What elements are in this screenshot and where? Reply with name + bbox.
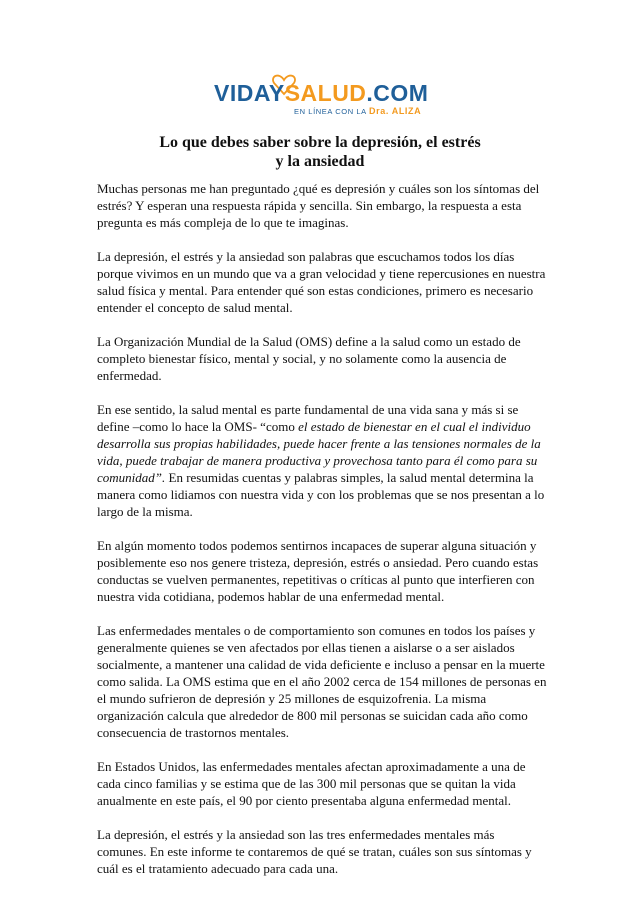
site-logo [210,72,430,122]
logo-text-salud: SALUD [284,80,367,106]
logo-tagline-name: Dra. ALIZA [369,106,422,116]
paragraph-4-quote: el estado de bienestar en el cual el individuo desarrolla sus propias habilidades, puede hacer frente a las tensiones normales de la vida, puede trabajar de manera productiva y provechosa tanto para él como para su comunidad”. [97,419,541,485]
logo-text-com: .COM [366,80,429,106]
paragraph-7: En Estados Unidos, las enfermedades mentales afectan aproximadamente a una de cada cinco familias y se estima que de las 300 mil personas que se quitan la vida anualmente en este país, el 90 por ciento presentaba alguna enfermedad mental. [97,759,526,808]
document-title [120,133,520,171]
paragraph-2: La depresión, el estrés y la ansiedad son palabras que escuchamos todos los días porque vivimos en un mundo que va a gran velocidad y tiene repercusiones en nuestra salud física y mental. Para entender qué son estas condiciones, primero es necesario entender el concepto de salud mental. [97,249,546,315]
title-line-1: Lo que debes saber sobre la depresión, el estrés [159,134,481,151]
title-line-2: y la ansiedad [275,153,365,170]
paragraph-3: La Organización Mundial de la Salud (OMS) define a la salud como un estado de completo bienestar físico, mental y social, y no solamente como la ausencia de enfermedad. [97,334,521,383]
paragraph-8: La depresión, el estrés y la ansiedad son las tres enfermedades mentales más comunes. En este informe te contaremos de qué se tratan, cuáles son sus síntomas y cuál es el tratamiento adecuado para cada una. [97,827,532,876]
paragraph-1: Muchas personas me han preguntado ¿qué es depresión y cuáles son los síntomas del estrés? Y esperan una respuesta rápida y sencilla. Sin embargo, la respuesta a esta pregunta es más compleja de lo que te imaginas. [97,181,540,230]
logo-tagline-text: EN LÍNEA CON LA [294,107,367,116]
logo-wordmark [214,82,428,105]
paragraph-6: Las enfermedades mentales o de comportamiento son comunes en todos los países y generalmente quienes se ven afectados por ellas tienen a aislarse o a ser aislados socialmente, a mantener una calidad de vida deficiente e incluso a pensar en la muerte como salida. La OMS estima que en el año 2002 cerca de 154 millones de personas en el mundo sufrieron de depresión y 25 millones de esquizofrenia. La misma organización calcula que alrededor de 800 mil personas se suicidan cada año como consecuencia de trastornos mentales. [97,623,547,740]
paragraph-4-intro: En ese sentido, la salud mental es parte fundamental de una vida sana y más si se define –como lo hace la OMS- “como [97,402,519,434]
paragraph-4 [97,401,547,520]
document-body [97,180,547,894]
logo-tagline [294,106,421,116]
paragraph-5: En algún momento todos podemos sentirnos incapaces de superar alguna situación y posiblemente eso nos genere tristeza, depresión, estrés o ansiedad. Pero cuando estas conductas se vuelven permanentes, repetitivas o críticas al punto que interfieren con nuestra vida cotidiana, podemos hablar de una enfermedad mental. [97,538,539,604]
paragraph-4-outro: En resumidas cuentas y palabras simples, la salud mental determina la manera como lidiamos con nuestra vida y con los problemas que se nos presentan a lo largo de la misma. [97,470,545,519]
logo-text-vida: VIDAY [214,80,285,106]
